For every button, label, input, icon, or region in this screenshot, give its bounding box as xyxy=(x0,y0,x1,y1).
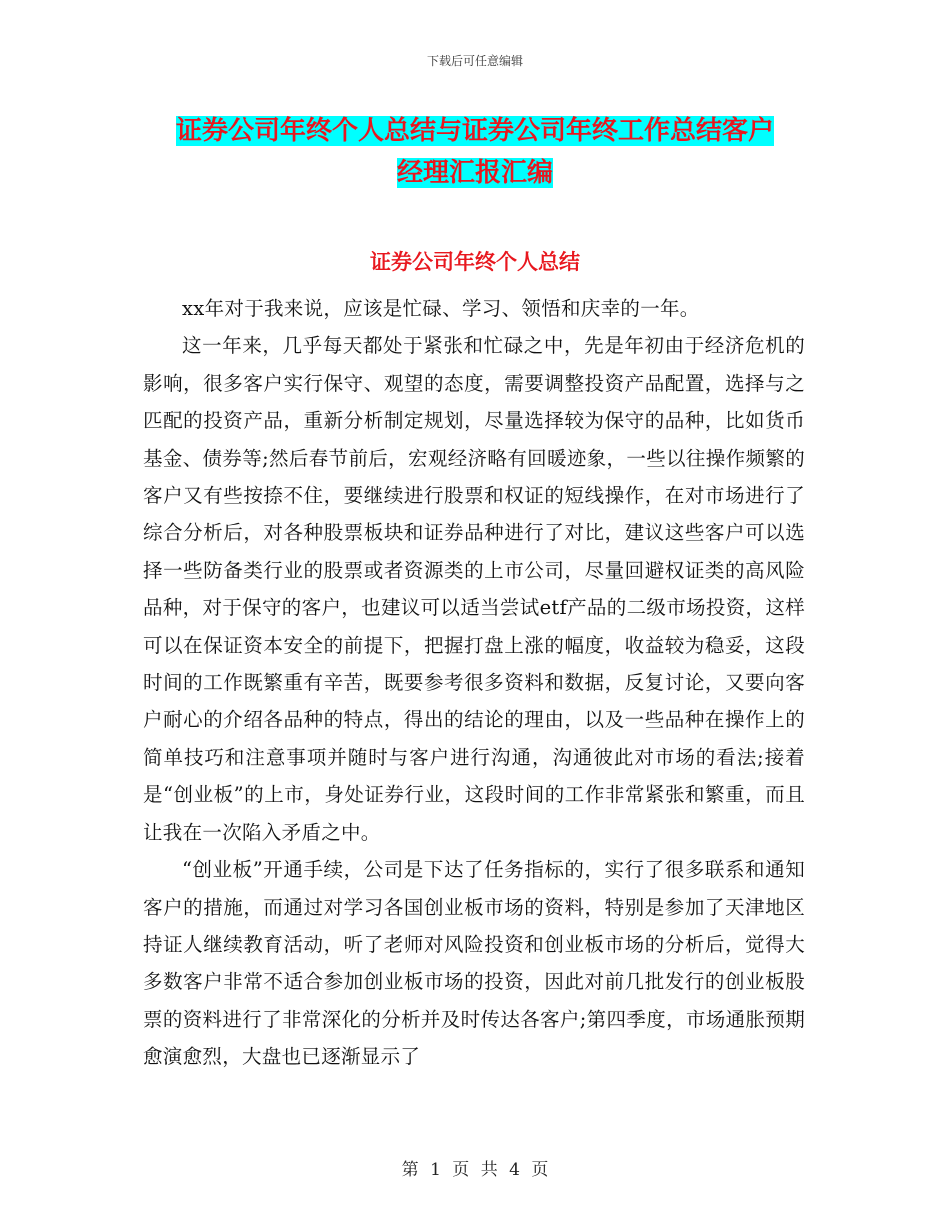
section-title: 证券公司年终个人总结 xyxy=(370,250,580,274)
header-note: 下载后可任意编辑 xyxy=(426,54,523,68)
paragraph-1: xx年对于我来说，应该是忙碌、学习、领悟和庆幸的一年。 xyxy=(182,297,700,320)
document-title-line-1: 证券公司年终个人总结与证券公司年终工作总结客户 xyxy=(175,116,774,146)
paragraph-2: 这一年来，几乎每天都处于紧张和忙碌之中，先是年初由于经济危机的影响，很多客户实行保守、观望的态度，需要调整投资产品配置，选择与之匹配的投资产品，重新分析制定规划，尽量选择较为保守的品种，比如货币基金、债券等;然后春节前后，宏观经济略有回暖迹象，一些以往操作频繁的客户又有些按捺不住，要继续进行股票和权证的短线操作，在对市场进行了综合分析后，对各种股票板块和证券品种进行了对比，建议这些客户可以选择一些防备类行业的股票或者资源类的上市公司，尽量回避权证类的高风险品种，对于保守的客户，也建议可以适当尝试etf产品的二级市场投资，这样可以在保证资本安全的前提下，把握打盘上涨的幅度，收益较为稳妥，这段时间的工作既繁重有辛苦，既要参考很多资料和数据，反复讨论，又要向客户耐心的介绍各品种的特点，得出的结论的理由，以及一些品种在操作上的简单技巧和注意事项并随时与客户进行沟通，沟通彼此对市场的看法;接着是“创业板”的上市，身处证券行业，这段时间的工作非常紧张和繁重，而且让我在一次陷入矛盾之中。 xyxy=(143,334,805,844)
body-text xyxy=(143,290,805,1076)
paragraph-3: “创业板”开通手续，公司是下达了任务指标的，实行了很多联系和通知客户的措施，而通过对学习各国创业板市场的资料，特别是参加了天津地区持证人继续教育活动，听了老师对风险投资和创业板市场的分析后，觉得大多数客户非常不适合参加创业板市场的投资，因此对前几批发行的创业板股票的资料进行了非常深化的分析并及时传达各客户;第四季度，市场通胀预期愈演愈烈，大盘也已逐渐显示了 xyxy=(143,858,805,1069)
page-footer: 第 1 页 共 4 页 xyxy=(401,1160,549,1180)
document-title xyxy=(150,110,800,194)
document-title-line-2: 经理汇报汇编 xyxy=(396,158,553,188)
